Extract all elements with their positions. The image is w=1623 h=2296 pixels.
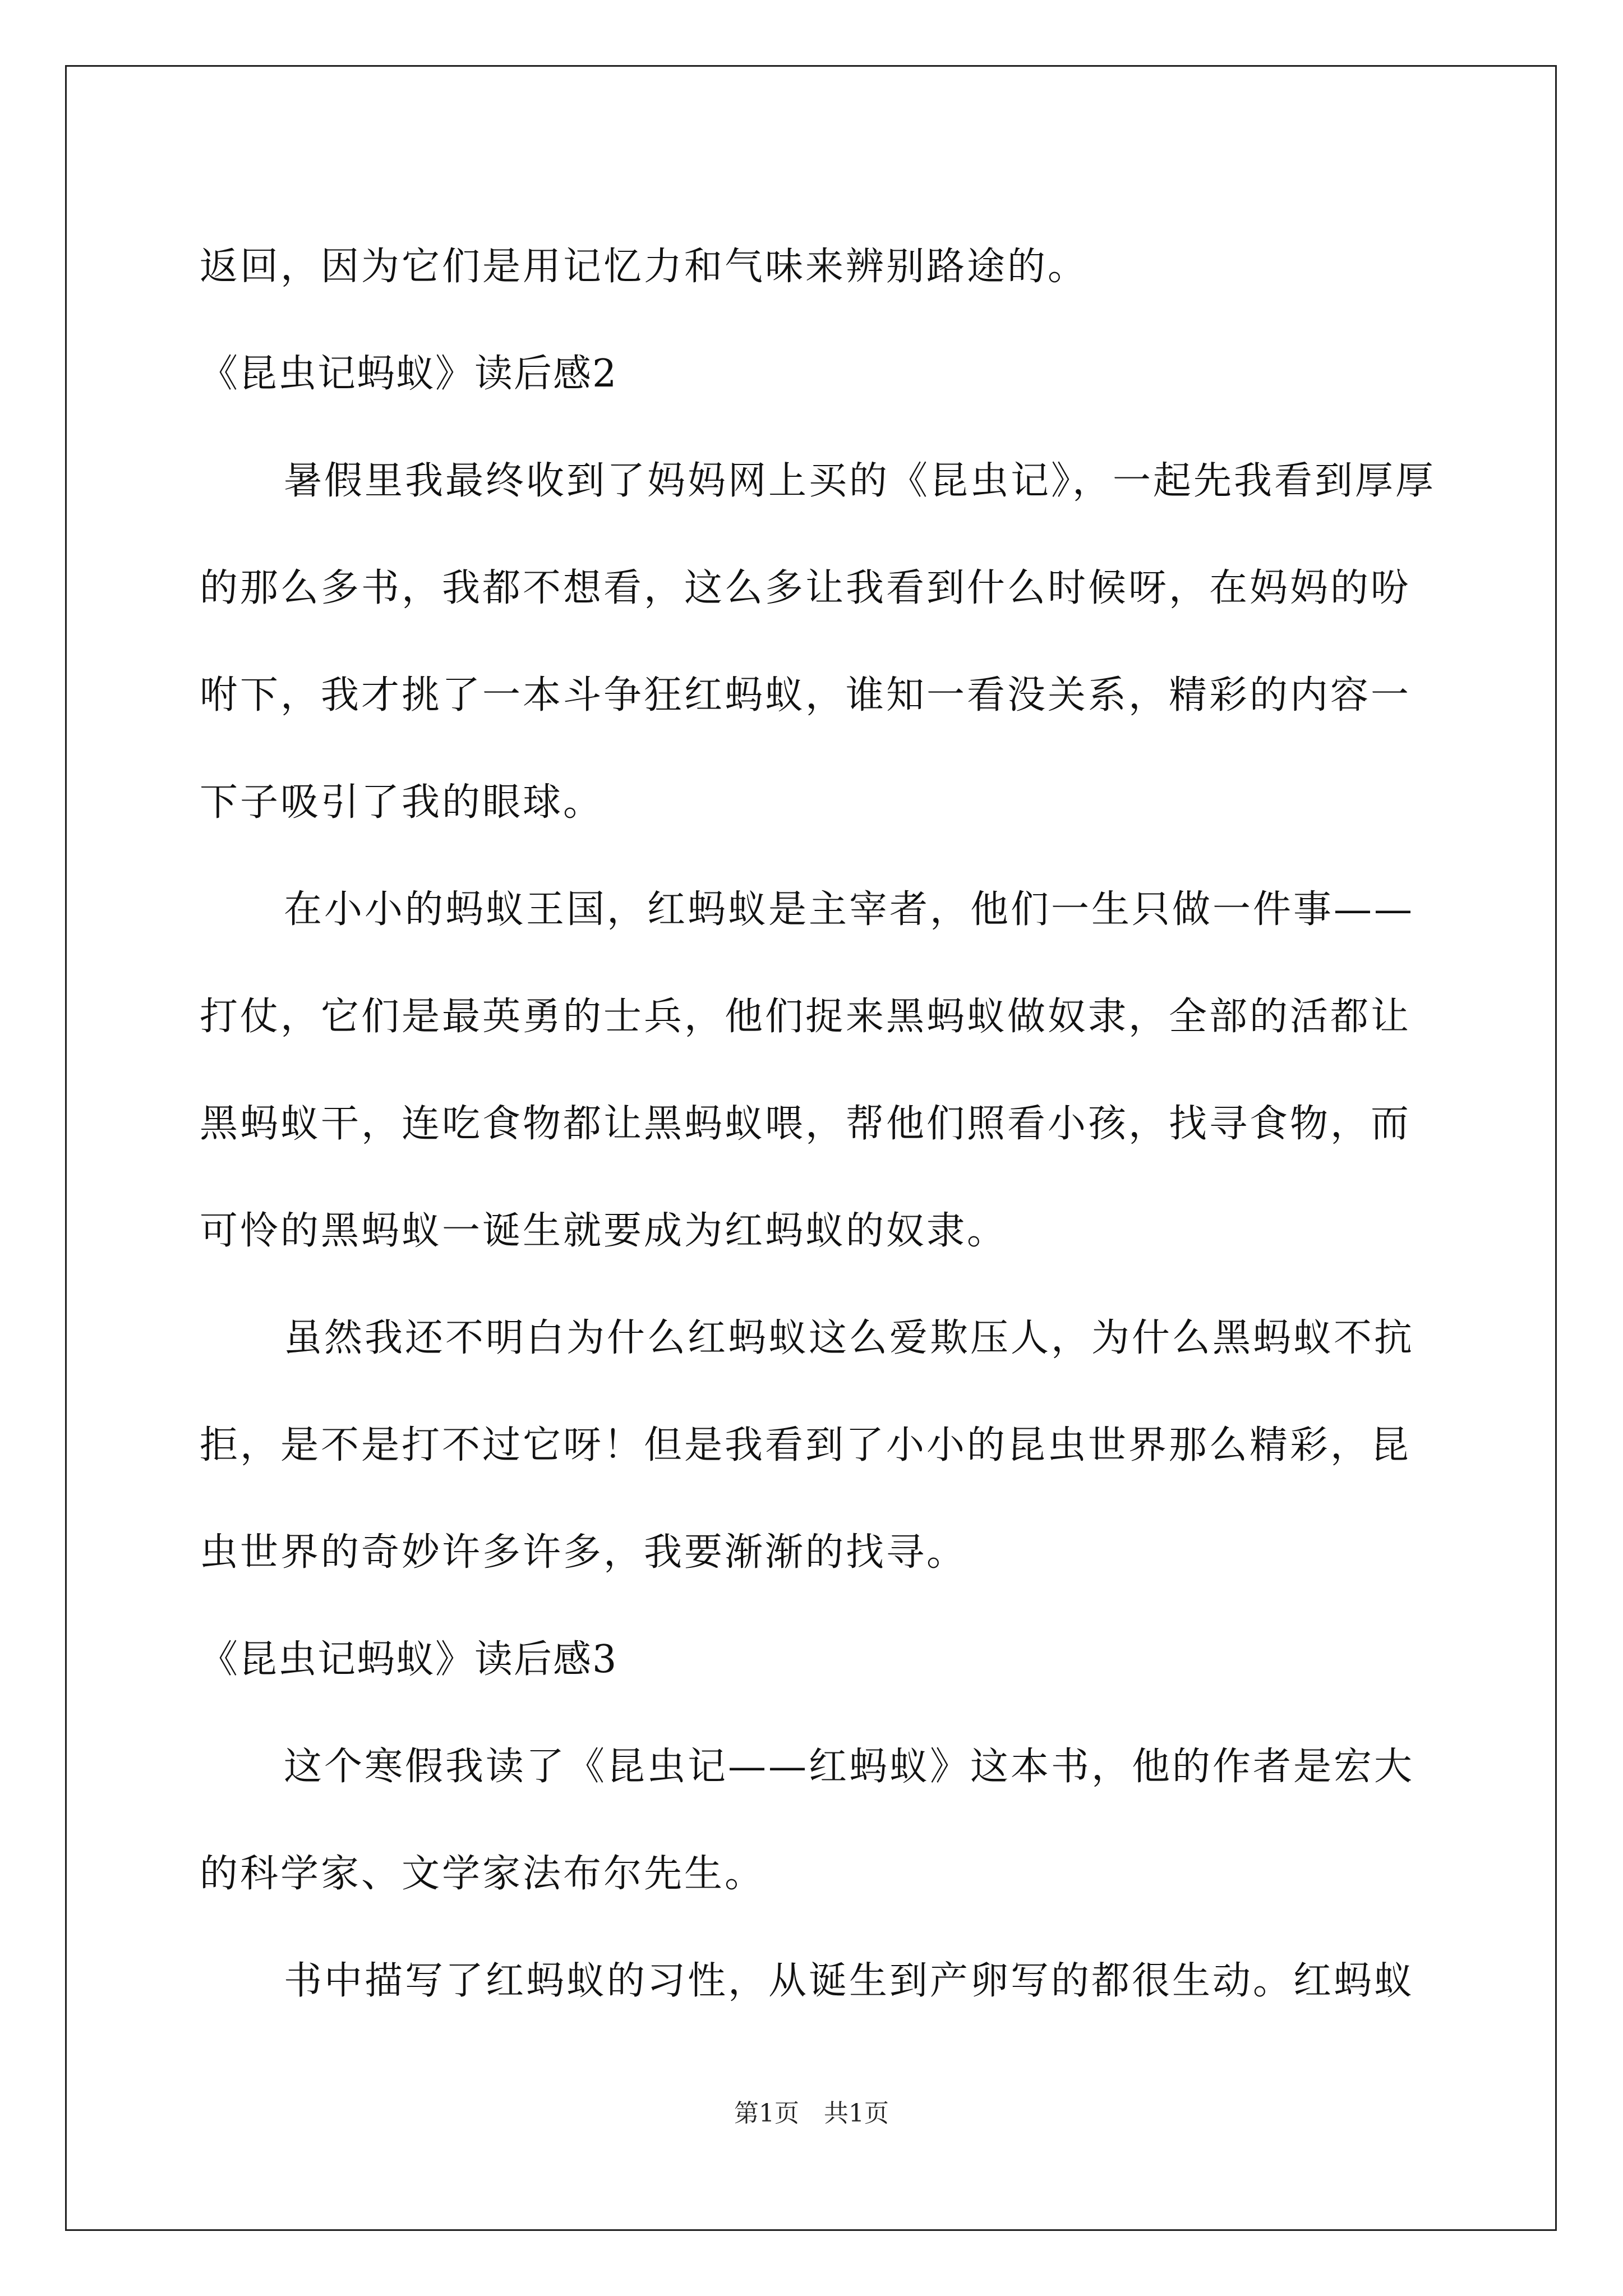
text-line: 这个寒假我读了《昆虫记——红蚂蚁》这本书，他的作者是宏大 — [284, 1745, 1415, 1789]
text-line: 的那么多书，我都不想看，这么多让我看到什么时候呀，在妈妈的吩 — [200, 566, 1412, 610]
section-heading: 《昆虫记蚂蚁》读后感3 — [200, 1637, 618, 1682]
text-line: 拒，是不是打不过它呀！但是我看到了小小的昆虫世界那么精彩，昆 — [200, 1423, 1412, 1467]
document-body — [200, 213, 1436, 2035]
page-footer: 第1页 共1页 — [734, 2099, 889, 2128]
text-line: 下子吸引了我的眼球。 — [200, 780, 604, 825]
text-line: 书中描写了红蚂蚁的习性，从诞生到产卵写的都很生动。红蚂蚁 — [284, 1959, 1415, 2003]
text-line: 咐下，我才挑了一本斗争狂红蚂蚁，谁知一看没关系，精彩的内容一 — [200, 673, 1412, 717]
text-line: 在小小的蚂蚁王国，红蚂蚁是主宰者，他们一生只做一件事—— — [284, 887, 1415, 932]
text-line: 的科学家、文学家法布尔先生。 — [200, 1852, 766, 1896]
text-line: 返回，因为它们是用记忆力和气味来辨别路途的。 — [200, 245, 1089, 289]
text-line: 打仗，它们是最英勇的士兵，他们捉来黑蚂蚁做奴隶，全部的活都让 — [200, 995, 1412, 1039]
text-line: 黑蚂蚁干，连吃食物都让黑蚂蚁喂，帮他们照看小孩，找寻食物，而 — [200, 1102, 1412, 1146]
text-line: 可怜的黑蚂蚁一诞生就要成为红蚂蚁的奴隶。 — [200, 1209, 1008, 1253]
text-line: 暑假里我最终收到了妈妈网上买的《昆虫记》，一起先我看到厚厚 — [284, 459, 1436, 503]
text-line: 虫世界的奇妙许多许多，我要渐渐的找寻。 — [200, 1530, 967, 1575]
text-line: 虽然我还不明白为什么红蚂蚁这么爱欺压人，为什么黑蚂蚁不抗 — [284, 1316, 1415, 1360]
section-heading: 《昆虫记蚂蚁》读后感2 — [200, 352, 618, 396]
